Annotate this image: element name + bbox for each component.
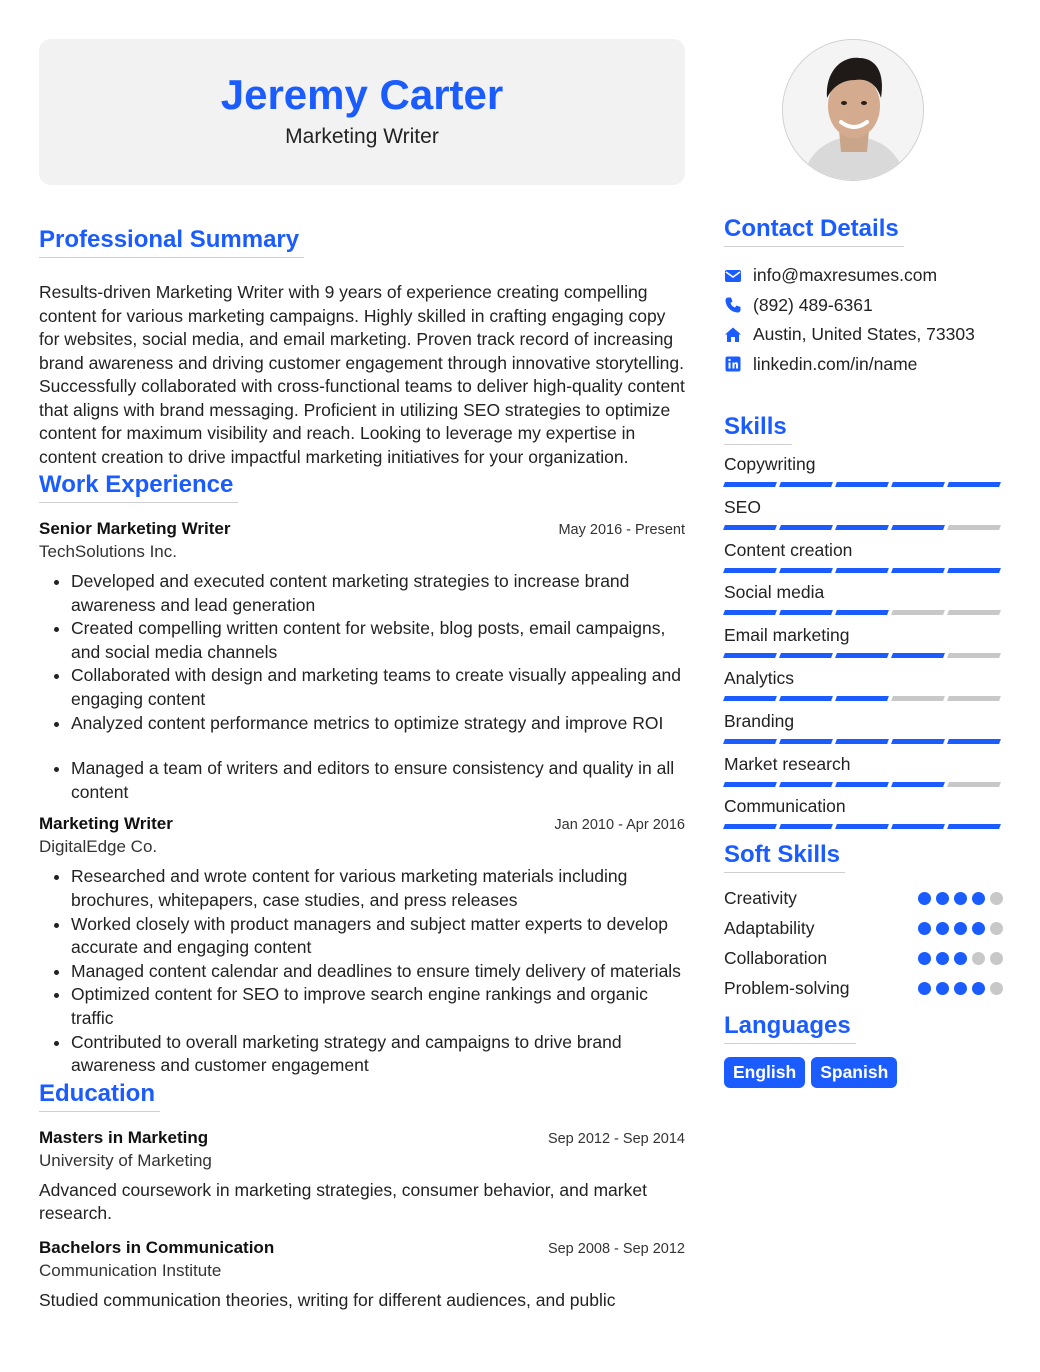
skill-level-segment (891, 824, 945, 829)
skill-level-segment (835, 568, 889, 573)
skill-level-segment (891, 525, 945, 530)
skill-level-segment (779, 782, 833, 787)
skill-name: Analytics (724, 667, 795, 688)
soft-skill-dot (990, 922, 1003, 935)
skill-level-segment (723, 782, 777, 787)
contact-email[interactable] (724, 261, 1004, 291)
education-dates: Sep 2008 - Sep 2012 (547, 1240, 685, 1257)
job-entry (39, 814, 685, 1077)
skill-level-segment (835, 525, 889, 530)
soft-skill-dot (972, 982, 985, 995)
section-title-soft-skills: Soft Skills (724, 841, 845, 873)
skill-item (724, 539, 1004, 582)
skill-level-bar (724, 568, 1004, 573)
skills-list (724, 453, 1004, 838)
soft-skill-item (724, 917, 1004, 947)
degree: Masters in Marketing (39, 1127, 209, 1147)
skill-item (724, 624, 1004, 667)
job-bullet: • Managed a team of writers and editors to ensure consistency and quality in all content (71, 757, 685, 804)
contact-list (724, 261, 1004, 379)
skill-level-segment (835, 824, 889, 829)
soft-skill-dot (918, 922, 931, 935)
skill-level-segment (947, 696, 1001, 701)
skill-level-segment (835, 482, 889, 487)
skill-level-segment (779, 696, 833, 701)
contact-address (724, 320, 1004, 350)
section-title-languages: Languages (724, 1012, 856, 1044)
skill-level-segment (835, 782, 889, 787)
section-title-education: Education (39, 1080, 160, 1112)
skill-level-segment (779, 482, 833, 487)
soft-skill-dot (936, 952, 949, 965)
skill-name: Email marketing (724, 625, 850, 646)
soft-skill-dot (972, 922, 985, 935)
skill-level-segment (779, 653, 833, 658)
linkedin-icon (724, 355, 742, 373)
job-bullet: • Optimized content for SEO to improve search engine rankings and organic traffic (71, 983, 685, 1030)
soft-skill-dot (918, 952, 931, 965)
soft-skill-item (724, 947, 1004, 977)
soft-skill-dots (918, 917, 1004, 935)
section-title-experience: Work Experience (39, 471, 238, 503)
section-title-contact: Contact Details (724, 215, 904, 247)
skill-level-bar (724, 482, 1004, 487)
job-company: DigitalEdge Co. (39, 837, 158, 857)
main-column (39, 39, 685, 1312)
job-bullets (39, 865, 685, 1077)
skill-level-segment (723, 482, 777, 487)
skill-name: Market research (724, 753, 851, 774)
skill-level-segment (947, 482, 1001, 487)
degree: Bachelors in Communication (39, 1237, 275, 1257)
skill-level-segment (947, 610, 1001, 615)
education-entry (39, 1238, 685, 1313)
job-bullets (39, 570, 685, 804)
job-bullet: • Created compelling written content for website, blog posts, email campaigns, and social media channels (71, 617, 685, 664)
school: Communication Institute (39, 1260, 222, 1280)
skill-level-segment (723, 824, 777, 829)
skill-level-segment (723, 568, 777, 573)
soft-skill-name: Adaptability (724, 918, 815, 939)
skill-level-segment (835, 610, 889, 615)
job-role: Senior Marketing Writer (39, 519, 231, 538)
school: University of Marketing (39, 1150, 212, 1170)
skill-level-segment (779, 568, 833, 573)
education-description: Advanced coursework in marketing strategies, consumer behavior, and market research. (39, 1179, 647, 1224)
languages-list (724, 1057, 1004, 1088)
soft-skill-dot (990, 892, 1003, 905)
skill-level-segment (891, 610, 945, 615)
skill-name: Branding (724, 710, 795, 731)
soft-skill-dot (954, 892, 967, 905)
soft-skill-dots (918, 887, 1004, 905)
candidate-name: Jeremy Carter (220, 71, 504, 118)
skill-level-bar (724, 739, 1004, 744)
soft-skill-dot (918, 982, 931, 995)
soft-skill-dot (954, 922, 967, 935)
language-badge: English (724, 1057, 805, 1088)
skill-item (724, 581, 1004, 624)
avatar-portrait (783, 40, 924, 181)
home-icon (724, 326, 742, 344)
section-title-summary: Professional Summary (39, 226, 304, 258)
soft-skill-dot (936, 892, 949, 905)
soft-skill-dot (936, 922, 949, 935)
skill-item (724, 795, 1004, 838)
job-bullet: • Developed and executed content marketing strategies to increase brand awareness and lead generation (71, 570, 685, 617)
phone-icon (724, 296, 742, 314)
candidate-title: Marketing Writer (285, 125, 439, 148)
skill-level-segment (779, 610, 833, 615)
language-badge: Spanish (811, 1057, 897, 1088)
skill-level-segment (891, 482, 945, 487)
skill-level-bar (724, 782, 1004, 787)
skill-level-segment (723, 610, 777, 615)
soft-skill-dot (972, 952, 985, 965)
job-bullet: • Contributed to overall marketing strategy and campaigns to drive brand awareness and customer engagement (71, 1031, 685, 1078)
soft-skill-name: Collaboration (724, 948, 828, 969)
contact-phone[interactable] (724, 291, 1004, 321)
soft-skill-dot (918, 892, 931, 905)
education-entry (39, 1128, 685, 1226)
education-description: Studied communication theories, writing for different audiences, and public (39, 1289, 616, 1310)
skill-level-segment (947, 653, 1001, 658)
skill-level-segment (891, 739, 945, 744)
soft-skill-dot (990, 982, 1003, 995)
skill-level-segment (947, 782, 1001, 787)
skill-level-bar (724, 525, 1004, 530)
skill-item (724, 453, 1004, 496)
skill-name: Social media (724, 582, 825, 603)
skill-level-segment (891, 782, 945, 787)
job-company: TechSolutions Inc. (39, 542, 177, 561)
skill-item (724, 753, 1004, 796)
skill-level-segment (723, 739, 777, 744)
soft-skill-name: Creativity (724, 888, 797, 909)
skill-level-segment (723, 525, 777, 530)
skill-level-segment (947, 525, 1001, 530)
soft-skill-dot (990, 952, 1003, 965)
skill-level-segment (779, 824, 833, 829)
job-dates: Jan 2010 - Apr 2016 (554, 817, 685, 834)
job-bullet: • Collaborated with design and marketing teams to create visually appealing and engaging content (71, 664, 685, 711)
job-bullet: • Managed content calendar and deadlines to ensure timely delivery of materials (71, 960, 685, 984)
skill-level-bar (724, 610, 1004, 615)
avatar (782, 39, 924, 181)
skill-name: Content creation (724, 539, 853, 560)
skill-level-segment (835, 653, 889, 658)
summary-text: Results-driven Marketing Writer with 9 years of experience creating compelling content for various marketing campaigns. Highly skilled in crafting engaging copy for websites, social media, and email marketing. Proven track record of increasing brand awareness and driving customer engagement through innovative storytelling. Successfully collaborated with cross-functional teams to deliver high-quality content that aligns with brand messaging. Proficient in utilizing SEO strategies to optimize content for maximum visibility and reach. Looking to leverage my expertise in content creation to drive impactful marketing initiatives for your organization. (39, 282, 685, 467)
contact-email-text: info@maxresumes.com (753, 265, 938, 286)
header-card (39, 39, 685, 185)
skill-level-segment (835, 696, 889, 701)
skill-level-bar (724, 653, 1004, 658)
skill-level-segment (723, 653, 777, 658)
job-bullet: • Worked closely with product managers and subject matter experts to develop accurate and engaging content (71, 913, 685, 960)
skill-level-segment (947, 568, 1001, 573)
skill-level-segment (891, 653, 945, 658)
contact-phone-text: (892) 489-6361 (753, 294, 873, 315)
education-dates: Sep 2012 - Sep 2014 (547, 1130, 685, 1147)
envelope-icon (724, 267, 742, 285)
soft-skill-dot (936, 982, 949, 995)
soft-skill-dot (954, 982, 967, 995)
contact-address-text: Austin, United States, 73303 (753, 324, 975, 345)
skill-level-segment (779, 739, 833, 744)
soft-skill-item (724, 887, 1004, 917)
skill-name: SEO (724, 496, 761, 517)
sidebar (724, 39, 1004, 1088)
job-dates: May 2016 - Present (558, 522, 685, 538)
contact-linkedin-text: linkedin.com/in/name (753, 353, 918, 374)
contact-linkedin[interactable] (724, 350, 1004, 380)
soft-skill-dots (918, 947, 1004, 965)
soft-skill-dot (954, 952, 967, 965)
job-bullet: • Researched and wrote content for various marketing materials including brochures, whitepapers, case studies, and press releases (71, 865, 685, 912)
job-role: Marketing Writer (39, 814, 173, 834)
skill-level-segment (835, 739, 889, 744)
skill-level-bar (724, 824, 1004, 829)
skill-item (724, 667, 1004, 710)
skill-level-segment (891, 696, 945, 701)
skill-item (724, 710, 1004, 753)
soft-skill-name: Problem-solving (724, 978, 850, 999)
skill-name: Communication (724, 796, 846, 817)
soft-skill-dot (972, 892, 985, 905)
skill-name: Copywriting (724, 454, 816, 474)
job-entry (39, 519, 685, 804)
skill-level-segment (947, 739, 1001, 744)
skill-level-segment (723, 696, 777, 701)
soft-skill-item (724, 977, 1004, 1007)
section-title-skills: Skills (724, 413, 792, 445)
soft-skills-list (724, 887, 1004, 1007)
skill-level-segment (947, 824, 1001, 829)
skill-level-bar (724, 696, 1004, 701)
skill-level-segment (779, 525, 833, 530)
skill-item (724, 496, 1004, 539)
skill-level-segment (891, 568, 945, 573)
soft-skill-dots (918, 977, 1004, 995)
job-bullet: • Analyzed content performance metrics to optimize strategy and improve ROI (71, 712, 685, 736)
